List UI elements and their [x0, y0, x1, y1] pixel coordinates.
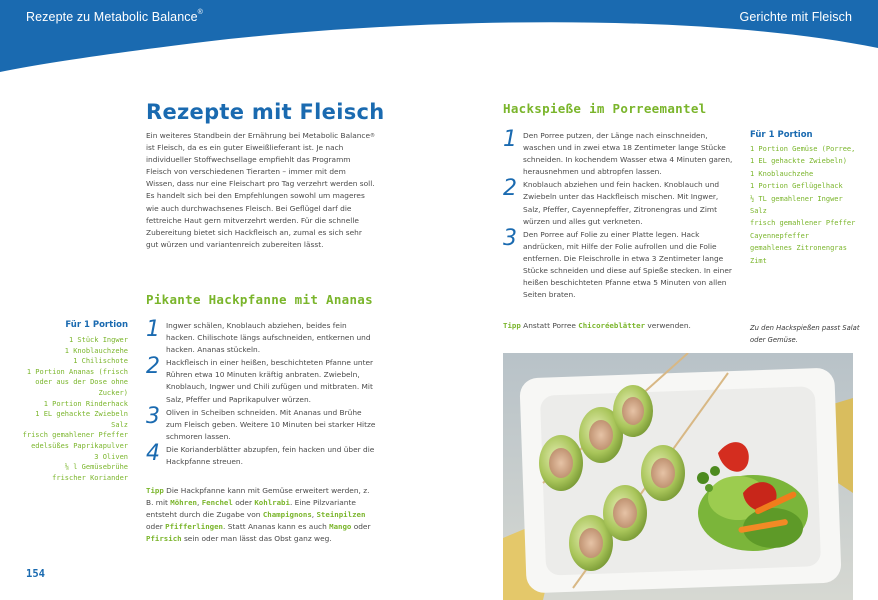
ingredient-item: 1 Chilischote: [73, 357, 128, 366]
ingredient-item: frisch gemahlener Pfeffer: [750, 219, 856, 228]
ingredient-item: frischer Koriander: [52, 473, 128, 482]
page-title: Rezepte mit Fleisch: [146, 100, 385, 124]
ingredient-item: edelsüßes Paprikapulver: [31, 441, 128, 450]
step-number: 3: [146, 403, 160, 429]
ingredient-item: ½ TL gemahlener Ingwer: [750, 194, 843, 203]
step-number: 4: [146, 440, 160, 466]
step-text: Die Korianderblätter abzupfen, fein hacken und über die Hackpfanne streuen.: [166, 444, 375, 467]
ingredient-item: Zimt: [750, 256, 767, 265]
recipe-step: [503, 127, 733, 178]
ingredient-item: 1 Portion Geflügelhack: [750, 182, 843, 191]
step-number: 1: [146, 317, 160, 342]
step-number: 3: [503, 225, 517, 251]
step-number: 2: [146, 354, 160, 380]
recipe-step: [503, 176, 733, 227]
ingredient-item: 1 Stück Ingwer: [68, 336, 128, 344]
step-number: 2: [503, 176, 517, 202]
tip-hackpfanne: Tipp Die Hackpfanne kann mit Gemüse erweitert werden, z. B. mit Möhren, Fenchel oder Kohlrabi. Eine Pilzvariante entsteht durch die Zugabe von Champignons, Steinpilzen oder Pfifferlingen. Statt Ananas kann es auch Mango oder Pfirsich sein oder man lässt das Obst ganz weg.: [146, 486, 371, 544]
ingredient-item: Salz: [111, 420, 128, 429]
steps-hackspiesse: [503, 127, 733, 302]
step-text: Knoblauch abziehen und fein hacken. Knoblauch und Zwiebeln unter das Hackfleisch mischen. Mit Ingwer, Salz, Pfeffer, Cayennepfeffer, Zitronengras und Zimt würzen und alles gut verkneten.: [523, 180, 720, 226]
ingredient-item: ⅛ l Gemüsebrühe: [64, 463, 128, 472]
page-number: 154: [26, 568, 45, 580]
step-text: Ingwer schälen, Knoblauch abziehen, beides fein hacken. Chilischote längs aufschneiden, entkernen und hacken. Ananas stückeln.: [166, 321, 371, 355]
tip-hackspiesse: Tipp Anstatt Porree Chicoréeblätter verwenden.: [503, 321, 691, 330]
intro-paragraph: Ein weiteres Standbein der Ernährung bei Metabolic Balance® ist Fleisch, da es ein guter Eiweißlieferant ist. Je nach individueller Stoffwechsellage empfiehlt das Programm Fleisch von verschiedenen Tierarten – immer mit dem Wissen, dass nur eine Fleischart pro Tag verzehrt werden soll. Es handelt sich bei den Empfehlungen sowohl um mageres wie auch durchwachsenes Fleisch. Bei Geflügel darf die fettreiche Haut gern mitverzehrt werden. Für die schnelle Zubereitung bietet sich Hackfleisch an, zumal es sich sehr gut würzen und variantenreich zubereiten lässt.: [146, 131, 376, 249]
ingredient-item: Salz: [750, 207, 767, 216]
steps-hackpfanne: [146, 317, 376, 469]
skewers-photo: [503, 353, 853, 600]
ingredient-item: 1 Portion Rinderhack: [43, 399, 128, 408]
ingredient-item: 1 Knoblauchzehe: [750, 169, 814, 178]
header-left-title: Rezepte zu Metabolic Balance®: [26, 9, 203, 24]
recipe-step: [146, 403, 376, 443]
ingredient-item: Cayennepfeffer: [750, 231, 810, 240]
step-text: Den Porree putzen, der Länge nach einschneiden, waschen und in zwei etwa 18 Zentimeter lange Stücke schneiden. In kochendem Wasser etwa 4 Minuten garen, herausnehmen und abtropfen lassen.: [523, 131, 733, 177]
step-text: Oliven in Scheiben schneiden. Mit Ananas und Brühe zum Fleisch geben. Weitere 10 Minuten bei starker Hitze schmoren lassen.: [166, 407, 376, 441]
ingredient-item: 3 Oliven: [94, 452, 128, 461]
recipe-title-hackpfanne: Pikante Hackpfanne mit Ananas: [146, 292, 373, 307]
ingredients-hackspiesse: [750, 130, 860, 267]
ingredient-item: 1 EL gehackte Zwiebeln: [35, 410, 128, 419]
photo-caption: Zu den Hackspießen passt Salat oder Gemüse.: [750, 324, 860, 344]
ingredient-item: 1 Knoblauchzehe: [64, 346, 128, 355]
step-number: 1: [503, 127, 517, 152]
recipe-step: [146, 317, 376, 356]
ingredient-item: gemahlenes Zitronengras: [750, 244, 847, 253]
registered-mark: ®: [197, 9, 203, 16]
tip-label: Tipp: [146, 486, 164, 495]
ingredient-item: frisch gemahlener Pfeffer: [22, 431, 128, 440]
step-text: Hackfleisch in einer heißen, beschichteten Pfanne unter Rühren etwa 10 Minuten kräftig anbraten. Zwiebeln, Knoblauch, Ingwer und Chili zufügen und mitbraten. Mit Salz, Pfeffer und Paprikapulver würzen.: [166, 358, 374, 404]
recipe-step: [146, 440, 376, 468]
header-right-title: Gerichte mit Fleisch: [739, 10, 852, 24]
recipe-title-hackspiesse: Hackspieße im Porreemantel: [503, 101, 707, 116]
portion-title: Für 1 Portion: [750, 130, 813, 140]
recipe-step: [503, 225, 733, 302]
ingredient-item: 1 Portion Gemüse (Porree, 1 EL gehackte Zwiebeln): [750, 145, 856, 166]
portion-title: Für 1 Portion: [65, 320, 128, 330]
step-text: Den Porree auf Folie zu einer Platte legen. Hack andrücken, mit Hilfe der Folie aufrollen und die Folie entfernen. Die Fleischrolle in etwa 3 Zentimeter lange Stücke schneiden und diese auf Spieße stecken. In einer heißen beschichteten Pfanne etwa 5 Minuten von allen Seiten braten.: [523, 229, 732, 300]
ingredients-hackpfanne: [20, 320, 128, 483]
ingredient-item: 1 Portion Ananas (frisch oder aus der Dose ohne Zucker): [26, 367, 128, 397]
recipe-step: [146, 354, 376, 405]
tip-label: Tipp: [503, 321, 521, 330]
